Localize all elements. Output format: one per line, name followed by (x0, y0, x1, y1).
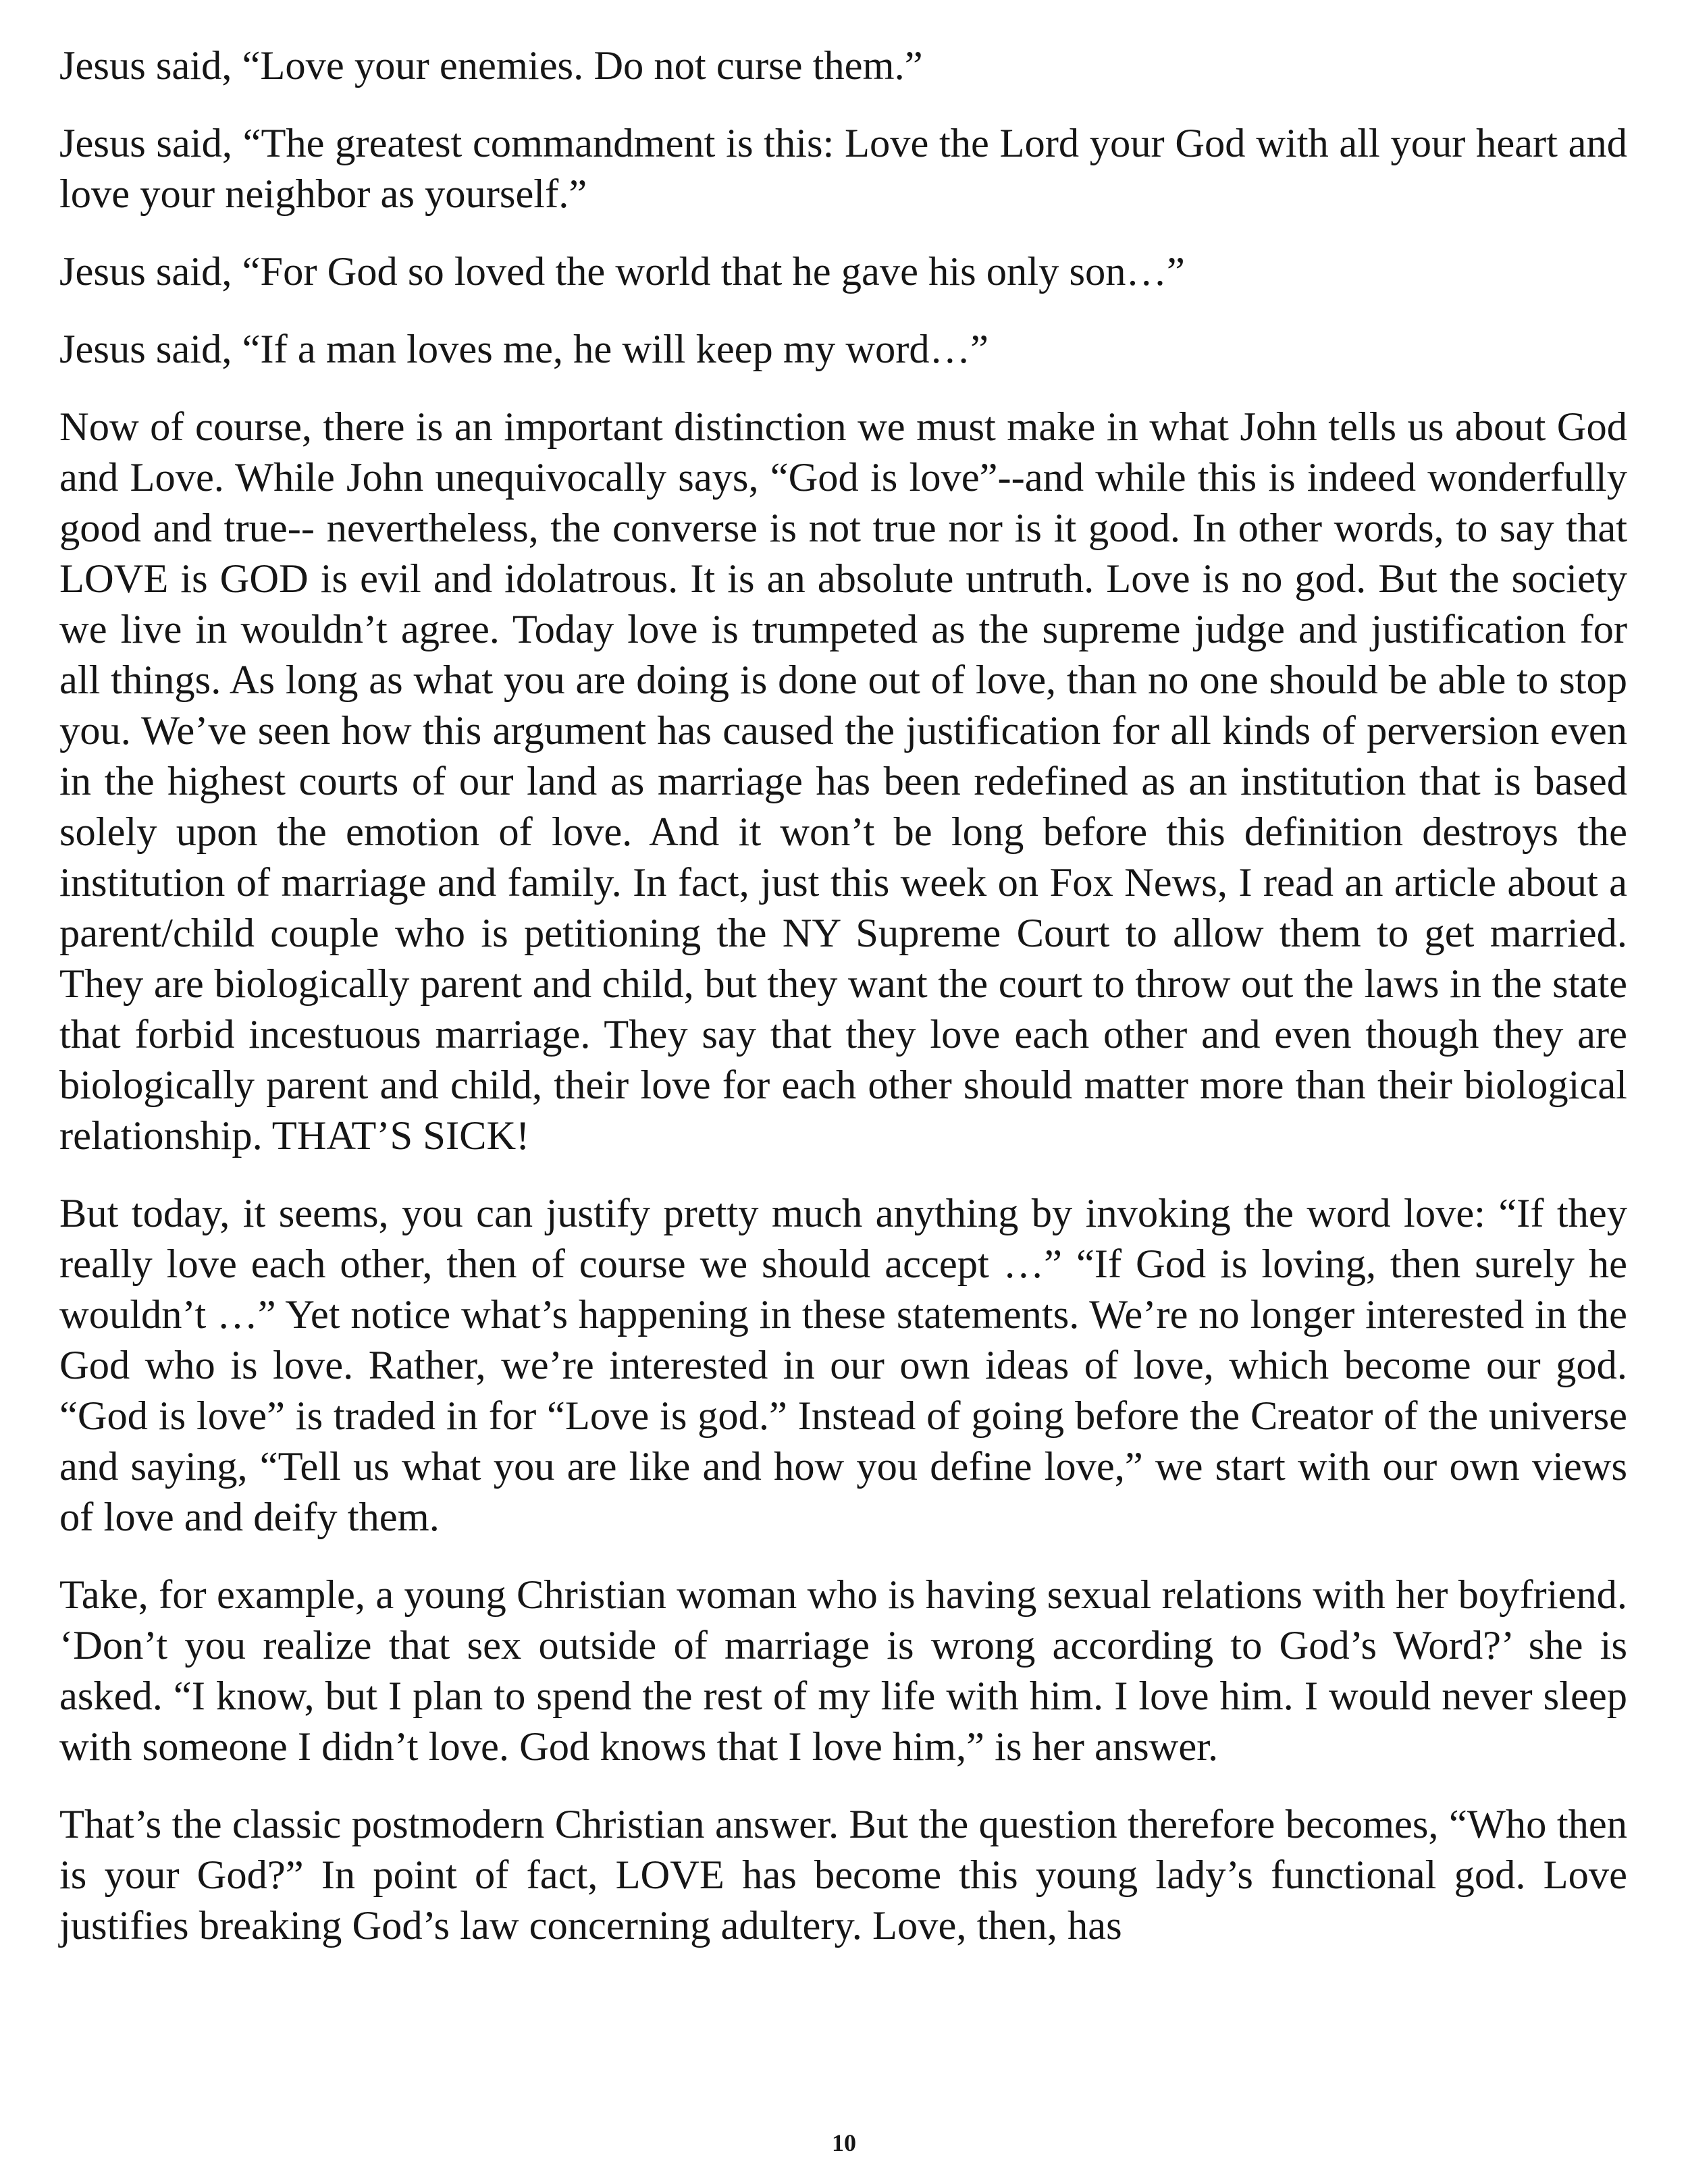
paragraph-greatest-commandment: Jesus said, “The greatest commandment is this: Love the Lord your God with all your heart and love your neighbor as yourself.” (59, 121, 1627, 217)
paragraph-love-your-enemies: Jesus said, “Love your enemies. Do not curse them.” (59, 43, 923, 88)
paragraph-justify-anything: But today, it seems, you can justify pretty much anything by invoking the word love: “If they really love each other, then of course we should accept …” “If God is loving, then surely he wouldn’t …” Yet notice what’s happening in these statements. We’re no longer interested in the God who is love. Rather, we’re interested in our own ideas of love, which become our god. “God is love” is traded in for “Love is god.” Instead of going before the Creator of the universe and saying, “Tell us what you are like and how you define love,” we start with our own views of love and deify them. (59, 1191, 1627, 1540)
paragraph-postmodern-answer: That’s the classic postmodern Christian answer. But the question therefore becomes, “Who then is your God?” In point of fact, LOVE has become this young lady’s functional god. Love justifies breaking God’s law concerning adultery. Love, then, has (59, 1802, 1627, 1948)
paragraph-keep-my-word: Jesus said, “If a man loves me, he will keep my word…” (59, 327, 989, 372)
paragraph-important-distinction: Now of course, there is an important distinction we must make in what John tells us about God and Love. While John unequivocally says, “God is love”--and while this is indeed wonderfully good and true-- nevertheless, the converse is not true nor is it good. In other words, to say that LOVE is GOD is evil and idolatrous. It is an absolute untruth. Love is no god. But the society we live in wouldn’t agree. Today love is trumpeted as the supreme judge and justification for all things. As long as what you are doing is done out of love, than no one should be able to stop you. We’ve seen how this argument has caused the justification for all kinds of perversion even in the highest courts of our land as marriage has been redefined as an institution that is based solely upon the emotion of love. And it won’t be long before this definition destroys the institution of marriage and family. In fact, just this week on Fox News, I read an article about a parent/child couple who is petitioning the NY Supreme Court to allow them to get married. They are biologically parent and child, but they want the court to throw out the laws in the state that forbid incestuous marriage. They say that they love each other and even though they are biologically parent and child, their love for each other should matter more than their biological relationship. THAT’S SICK! (59, 404, 1627, 1158)
document-body (59, 41, 1627, 1951)
paragraph-god-so-loved: Jesus said, “For God so loved the world that he gave his only son…” (59, 249, 1185, 294)
page-number: 10 (832, 2129, 856, 2156)
paragraph-young-christian-woman: Take, for example, a young Christian woman who is having sexual relations with her boyfriend. ‘Don’t you realize that sex outside of marriage is wrong according to God’s Word?’ she is asked. “I know, but I plan to spend the rest of my life with him. I love him. I would never sleep with someone I didn’t love. God knows that I love him,” is her answer. (59, 1572, 1627, 1769)
